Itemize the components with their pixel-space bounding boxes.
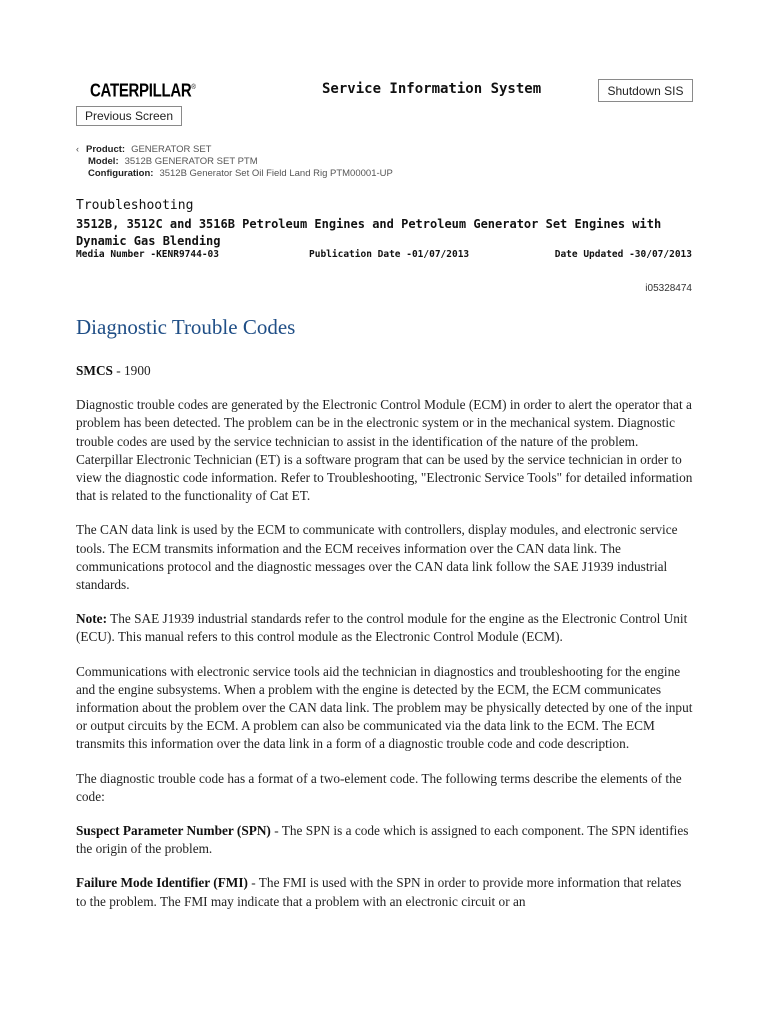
- article-body: [76, 362, 694, 927]
- configuration-value: 3512B Generator Set Oil Field Land Rig PTM00001-UP: [159, 168, 393, 179]
- logo-text: CATERPILLAR: [90, 80, 192, 102]
- model-row: [76, 156, 393, 168]
- fmi-definition: [76, 874, 694, 910]
- spn-text: - The SPN is a code which is assigned to each component. The SPN identifies the origin of the problem.: [76, 823, 689, 857]
- spn-label: Suspect Parameter Number (SPN): [76, 823, 271, 839]
- paragraph-can-data-link: The CAN data link is used by the ECM to communicate with controllers, display modules, and electronic service tools. The ECM transmits information and the ECM receives information over the CAN data link. The communications protocol and the diagnostic messages over the CAN data link follow the SAE J1939 industrial standards.: [76, 522, 678, 593]
- note-label: Note:: [76, 611, 108, 627]
- fmi-text: - The FMI is used with the SPN in order to provide more information that relates to the problem. The FMI may indicate that a problem with an electronic circuit or an: [76, 875, 682, 909]
- chevron-left-icon[interactable]: ‹: [76, 144, 79, 154]
- spn-definition: [76, 822, 694, 858]
- product-info: [76, 143, 393, 180]
- article-heading: Diagnostic Trouble Codes: [76, 315, 296, 339]
- product-value: GENERATOR SET: [131, 144, 212, 155]
- document-title: 3512B, 3512C and 3516B Petroleum Engines and Petroleum Generator Set Engines with Dynamic Gas Blending: [76, 217, 662, 248]
- date-updated: Date Updated -30/07/2013: [554, 249, 692, 260]
- shutdown-sis-button[interactable]: Shutdown SIS: [598, 79, 693, 102]
- paragraph-intro: Diagnostic trouble codes are generated by the Electronic Control Module (ECM) in order to alert the operator that a problem has been detected. The problem can be in the electronic system or in the mechanical system. Diagnostic trouble codes are used by the service technician to assist in the identification of the nature of the problem. Caterpillar Electronic Technician (ET) is a software program that can be used by the service technician in order to view the diagnostic code information. Refer to Troubleshooting, "Electronic Service Tools" for detailed information that is related to the functionality of Cat ET.: [76, 397, 693, 504]
- product-row: [76, 143, 393, 156]
- paragraph-code-format: The diagnostic trouble code has a format of a two-element code. The following terms describe the elements of the code:: [76, 770, 682, 804]
- smcs-line: [76, 362, 694, 380]
- configuration-row: [76, 168, 393, 180]
- model-value: 3512B GENERATOR SET PTM: [124, 156, 258, 167]
- product-label: Product:: [86, 144, 126, 155]
- paragraph-communications: Communications with electronic service tools aid the technician in diagnostics and troubleshooting for the engine and the engine subsystems. When a problem with the engine is detected by the ECM, the ECM communicates information about the problem over the CAN data link. The problem may be physically detected by one of the input or output circuits by the ECM. A problem can also be communicated via the data link to the ECM. The ECM transmits this information over the data link in a form of a diagnostic trouble code and code description.: [76, 663, 693, 752]
- publication-date: Publication Date -01/07/2013: [309, 249, 470, 260]
- logo-registered-mark: ®: [191, 83, 196, 92]
- system-title: Service Information System: [322, 81, 542, 97]
- smcs-value: - 1900: [112, 363, 151, 378]
- smcs-label: SMCS: [76, 363, 113, 378]
- media-number: Media Number -KENR9744-03: [76, 249, 219, 260]
- note-text: The SAE J1939 industrial standards refer to the control module for the engine as the Electronic Control Unit (ECU). This manual refers to this control module as the Electronic Control Module (ECM).: [76, 611, 688, 645]
- model-label: Model:: [88, 156, 119, 167]
- note-paragraph: [76, 610, 694, 646]
- document-type: Troubleshooting: [76, 198, 194, 213]
- caterpillar-logo: [90, 80, 196, 101]
- fmi-label: Failure Mode Identifier (FMI): [76, 875, 248, 891]
- document-id: i05328474: [645, 283, 692, 294]
- previous-screen-button[interactable]: Previous Screen: [76, 106, 182, 126]
- configuration-label: Configuration:: [88, 168, 154, 179]
